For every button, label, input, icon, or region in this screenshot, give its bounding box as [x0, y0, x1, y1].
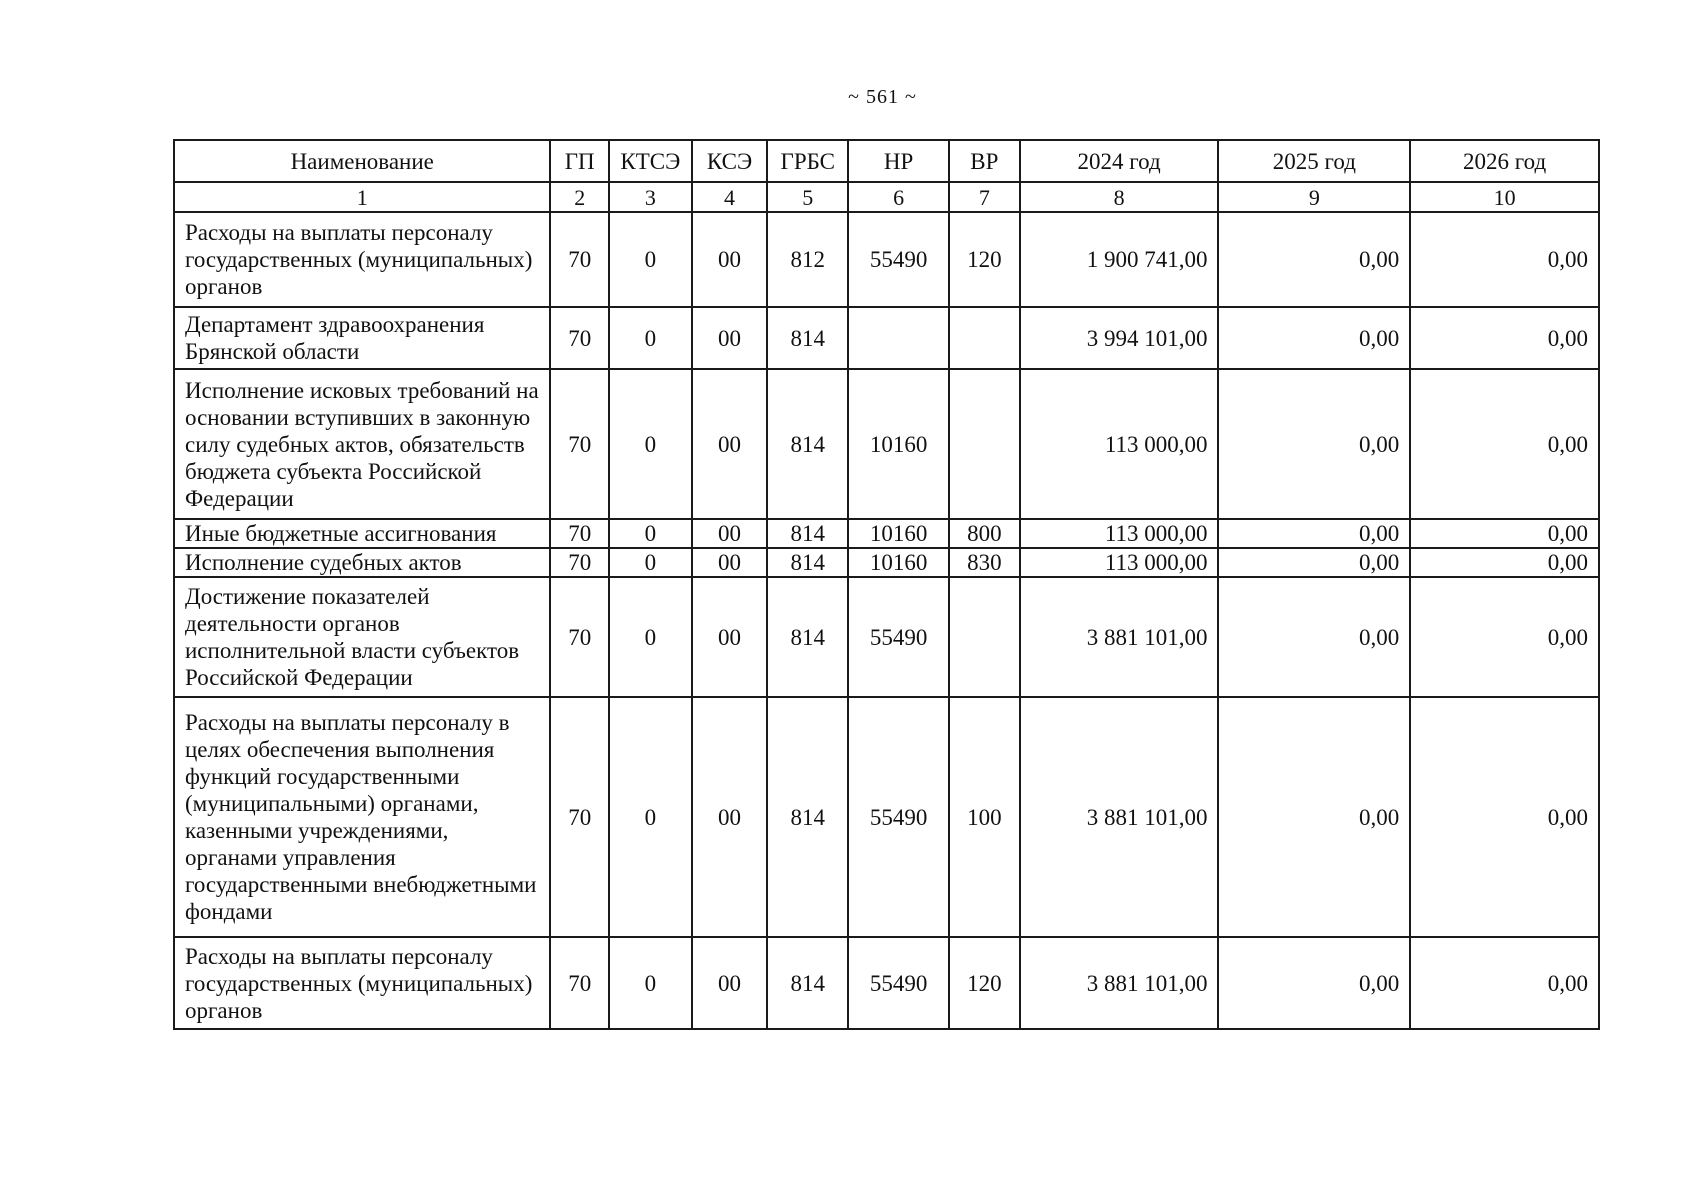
grbs-cell: 814: [767, 548, 848, 577]
amount-2025-cell: 0,00: [1218, 548, 1410, 577]
column-index-cell: 2: [550, 182, 609, 212]
amount-2024-cell: 113 000,00: [1020, 369, 1219, 519]
column-index-cell: 5: [767, 182, 848, 212]
table-row: [174, 369, 1599, 519]
row-name-cell: Расходы на выплаты персоналу государственных (муниципальных) органов: [174, 937, 550, 1029]
row-name-cell: Исполнение исковых требований на основании вступивших в законную силу судебных актов, обязательств бюджета субъекта Российской Федерации: [174, 369, 550, 519]
row-name-cell: Расходы на выплаты персоналу государственных (муниципальных) органов: [174, 212, 550, 307]
amount-2025-cell: 0,00: [1218, 519, 1410, 548]
vr-cell: [949, 577, 1020, 697]
nr-cell: 10160: [848, 369, 949, 519]
vr-cell: [949, 307, 1020, 369]
amount-2026-cell: 0,00: [1410, 937, 1599, 1029]
amount-2025-cell: 0,00: [1218, 577, 1410, 697]
header-row: [174, 140, 1599, 182]
ktse-cell: 0: [609, 369, 692, 519]
vr-cell: [949, 369, 1020, 519]
nr-cell: 10160: [848, 519, 949, 548]
column-index-cell: 4: [692, 182, 768, 212]
row-name-cell: Департамент здравоохранения Брянской области: [174, 307, 550, 369]
kse-cell: 00: [692, 369, 768, 519]
column-index-cell: 9: [1218, 182, 1410, 212]
ktse-cell: 0: [609, 548, 692, 577]
amount-2024-cell: 3 881 101,00: [1020, 937, 1219, 1029]
nr-cell: 55490: [848, 937, 949, 1029]
header-cell: 2024 год: [1020, 140, 1219, 182]
table-row: [174, 697, 1599, 937]
header-cell: 2025 год: [1218, 140, 1410, 182]
header-cell: Наименование: [174, 140, 550, 182]
amount-2025-cell: 0,00: [1218, 212, 1410, 307]
grbs-cell: 814: [767, 369, 848, 519]
table-row: [174, 519, 1599, 548]
column-index-cell: 10: [1410, 182, 1599, 212]
table-row: [174, 577, 1599, 697]
ktse-cell: 0: [609, 937, 692, 1029]
amount-2026-cell: 0,00: [1410, 697, 1599, 937]
amount-2024-cell: 113 000,00: [1020, 519, 1219, 548]
nr-cell: [848, 307, 949, 369]
gp-cell: 70: [550, 697, 609, 937]
row-name-cell: Исполнение судебных актов: [174, 548, 550, 577]
grbs-cell: 814: [767, 519, 848, 548]
gp-cell: 70: [550, 937, 609, 1029]
vr-cell: 800: [949, 519, 1020, 548]
header-cell: ГРБС: [767, 140, 848, 182]
header-cell: ГП: [550, 140, 609, 182]
amount-2024-cell: 3 881 101,00: [1020, 577, 1219, 697]
gp-cell: 70: [550, 548, 609, 577]
amount-2026-cell: 0,00: [1410, 307, 1599, 369]
gp-cell: 70: [550, 307, 609, 369]
row-name-cell: Иные бюджетные ассигнования: [174, 519, 550, 548]
vr-cell: 120: [949, 937, 1020, 1029]
budget-table: [173, 139, 1600, 1030]
amount-2025-cell: 0,00: [1218, 937, 1410, 1029]
header-cell: КСЭ: [692, 140, 768, 182]
nr-cell: 55490: [848, 212, 949, 307]
column-index-cell: 8: [1020, 182, 1219, 212]
amount-2024-cell: 1 900 741,00: [1020, 212, 1219, 307]
ktse-cell: 0: [609, 212, 692, 307]
grbs-cell: 814: [767, 307, 848, 369]
ktse-cell: 0: [609, 519, 692, 548]
gp-cell: 70: [550, 369, 609, 519]
table-body: [174, 212, 1599, 1029]
header-cell: КТСЭ: [609, 140, 692, 182]
amount-2024-cell: 113 000,00: [1020, 548, 1219, 577]
header-cell: 2026 год: [1410, 140, 1599, 182]
gp-cell: 70: [550, 212, 609, 307]
kse-cell: 00: [692, 548, 768, 577]
ktse-cell: 0: [609, 307, 692, 369]
kse-cell: 00: [692, 519, 768, 548]
amount-2026-cell: 0,00: [1410, 369, 1599, 519]
ktse-cell: 0: [609, 577, 692, 697]
page-number: ~ 561 ~: [848, 86, 917, 108]
table-row: [174, 937, 1599, 1029]
table-row: [174, 548, 1599, 577]
grbs-cell: 812: [767, 212, 848, 307]
kse-cell: 00: [692, 307, 768, 369]
header-cell: НР: [848, 140, 949, 182]
amount-2024-cell: 3 994 101,00: [1020, 307, 1219, 369]
column-index-cell: 1: [174, 182, 550, 212]
amount-2024-cell: 3 881 101,00: [1020, 697, 1219, 937]
vr-cell: 100: [949, 697, 1020, 937]
grbs-cell: 814: [767, 697, 848, 937]
kse-cell: 00: [692, 937, 768, 1029]
nr-cell: 55490: [848, 577, 949, 697]
amount-2026-cell: 0,00: [1410, 548, 1599, 577]
table-row: [174, 307, 1599, 369]
amount-2026-cell: 0,00: [1410, 577, 1599, 697]
nr-cell: 10160: [848, 548, 949, 577]
column-index-cell: 7: [949, 182, 1020, 212]
table-row: [174, 212, 1599, 307]
amount-2025-cell: 0,00: [1218, 307, 1410, 369]
kse-cell: 00: [692, 577, 768, 697]
column-index-cell: 3: [609, 182, 692, 212]
amount-2026-cell: 0,00: [1410, 212, 1599, 307]
gp-cell: 70: [550, 577, 609, 697]
column-index-row: [174, 182, 1599, 212]
amount-2025-cell: 0,00: [1218, 369, 1410, 519]
ktse-cell: 0: [609, 697, 692, 937]
nr-cell: 55490: [848, 697, 949, 937]
amount-2026-cell: 0,00: [1410, 519, 1599, 548]
header-cell: ВР: [949, 140, 1020, 182]
row-name-cell: Достижение показателей деятельности органов исполнительной власти субъектов Российской Федерации: [174, 577, 550, 697]
column-index-cell: 6: [848, 182, 949, 212]
kse-cell: 00: [692, 697, 768, 937]
grbs-cell: 814: [767, 577, 848, 697]
gp-cell: 70: [550, 519, 609, 548]
vr-cell: 120: [949, 212, 1020, 307]
amount-2025-cell: 0,00: [1218, 697, 1410, 937]
grbs-cell: 814: [767, 937, 848, 1029]
kse-cell: 00: [692, 212, 768, 307]
row-name-cell: Расходы на выплаты персоналу в целях обеспечения выполнения функций государственными (муниципальными) органами, казенными учреждениями, органами управления государственными внебюджетными фондами: [174, 697, 550, 937]
vr-cell: 830: [949, 548, 1020, 577]
